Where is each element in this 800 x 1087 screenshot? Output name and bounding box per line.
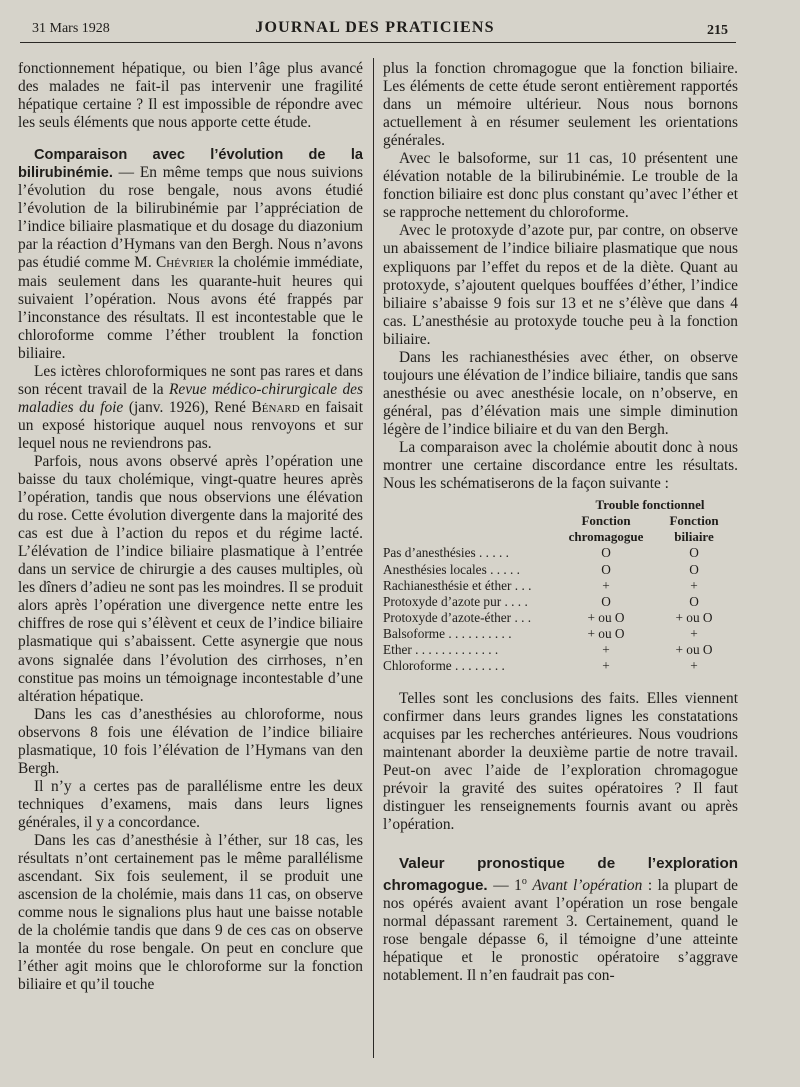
subsection-label: Avant l’opération: [532, 876, 643, 894]
text-run: — 1: [487, 876, 522, 894]
row-label-text: Ether: [383, 641, 412, 657]
cell-chromagogue: O: [601, 545, 611, 561]
leader-dots: . . . . .: [486, 561, 521, 577]
cell-biliaire: O: [689, 545, 699, 561]
cell-biliaire: +: [690, 625, 698, 641]
paragraph: Dans les rachianesthésies avec éther, on observe toujours une élévation de l’indice biliaire, tandis que sans anesthésie ou avec anesthésie locale, on n’observe, en général, pas d’élévation mais une simple diminution légère de l’indice biliaire et du van den Bergh.: [383, 348, 738, 438]
paragraph: Avec le protoxyde d’azote pur, par contre, on observe un abaissement de l’indice biliaire plasmatique que nous expliquons par l’effet du repos et de la diète. Quant au protoxyde, s’ajoutent quelques bouffées d’éther, l’indice biliaire s’abaisse 9 fois sur 13 et ne s’élève que dans 4 cas. L’anesthésie au protoxyde touche peu à la fonction biliaire.: [383, 222, 738, 348]
paragraph: La comparaison avec la cholémie aboutit donc à nous montrer une certaine discordance entre les résultats. Nous les schématiserons de la façon suivante :: [383, 438, 738, 493]
author-name: Chévrier: [155, 254, 214, 272]
row-label: [383, 578, 562, 594]
text-run: Les ictères chloroformiques ne sont pas rares et dans son récent travail de la: [18, 362, 363, 398]
leader-dots: . . .: [511, 609, 532, 625]
row-label-text: Protoxyde d’azote pur: [383, 593, 502, 609]
cell-biliaire: +: [690, 658, 698, 674]
row-label: [383, 610, 562, 626]
cell-biliaire: + ou O: [675, 641, 713, 657]
page-number: 215: [707, 23, 728, 38]
row-label-text: Pas d’anesthésies: [383, 545, 476, 561]
text-run: en faisait un exposé historique auquel nous renvoyons et sur lequel nous ne reviendrons pas.: [18, 398, 363, 452]
cell-chromagogue: +: [602, 641, 610, 657]
author-name: Bénard: [251, 398, 300, 416]
row-label-text: Anesthésies locales: [383, 561, 487, 577]
header-rule: [20, 42, 736, 43]
cell-chromagogue: O: [601, 593, 611, 609]
leader-dots: . . .: [511, 577, 532, 593]
section-title: Comparaison avec l’évolution de la bilirubinémie.: [18, 147, 363, 182]
paragraph: Il n’y a certes pas de parallélisme entre les deux techniques d’examens, mais dans leurs lignes générales, il y a concordance.: [18, 777, 363, 831]
leader-dots: . . . . . . . . . .: [445, 625, 512, 641]
cell-chromagogue: + ou O: [587, 625, 625, 641]
table-group-header-row: [383, 497, 738, 513]
paragraph: Parfois, nous avons observé après l’opération une baisse du taux cholémique, vingt-quatre heures après l’opération, tandis que nous observions une élévation du rose. Cette évolution divergente dans la majorité des cas est due à l’action du repos et du régime lacté. L’élévation de l’indice biliaire plasmatique à l’entrée dans un service de chirurgie a des causes multiples, où les dîners d’adieu ne sont pas les moindres. Il se produit alors après l’opération une divergence nette entre les chiffres de rose qui s’élèvent et ceux de l’indice biliaire plasmatique qui s’abaissent. Cette asynergie que nous avons signalée dans l’évolution des cirrhoses, n’en constitue pas moins un témoignage incontestable d’une altération hépatique.: [18, 452, 363, 705]
cell-biliaire: + ou O: [675, 609, 713, 625]
row-label-text: Chloroforme: [383, 658, 452, 674]
leader-dots: . . . . .: [475, 545, 509, 561]
section-valeur-pronostique: [383, 855, 738, 985]
journal-reference: Revue médico-chirurgicale des maladies du foie: [18, 380, 363, 416]
section-text-cont: la cholémie immédiate, mais seulement dans les quarante-huit heures qui suivaient l’opération. Nous avons été frappés par l’inconstance des résultats. Il est incontestable que le chloroforme comme l’éther troublent la fonction biliaire.: [18, 254, 363, 362]
cell-chromagogue: +: [602, 577, 610, 593]
table-row: [383, 642, 738, 658]
leader-dots: . . . .: [501, 593, 528, 609]
issue-date: 31 Mars 1928: [32, 21, 110, 36]
row-label: [383, 562, 562, 578]
paragraph: Dans les cas d’anesthésies au chloroforme, nous observons 8 fois une élévation de l’indice biliaire plasmatique, 10 fois l’élévation de l’Hymans van den Bergh.: [18, 705, 363, 777]
table-row: [383, 610, 738, 626]
cell-biliaire: +: [690, 577, 698, 593]
cell-chromagogue: O: [601, 561, 611, 577]
column-header-chromagogue: Fonction chromagogue: [568, 513, 644, 545]
column-header-biliaire: Fonction biliaire: [669, 513, 719, 545]
table-group-header: Trouble fonctionnel: [595, 497, 705, 513]
row-label-text: Rachianesthésie et éther: [383, 577, 512, 593]
table-row: [383, 562, 738, 578]
row-label: [383, 545, 562, 561]
table-row: [383, 578, 738, 594]
paragraph: Dans les cas d’anesthésie à l’éther, sur 18 cas, les résultats n’ont certainement pas le même parallélisme ascendant. Six fois seulement, il se produit une ascension de la cholémie, mais dans 11 cas, on observe comme nous le signalions plus haut une baisse notable de la cholémie tandis que dans 9 de ces cas on observe la montée du rose bengale. On peut en conclure que l’éther agit moins que le chloroforme sur la fonction biliaire et qu’il touche: [18, 831, 363, 994]
cell-biliaire: O: [689, 593, 699, 609]
table-body: [383, 545, 738, 674]
row-label: [383, 626, 562, 642]
comparison-table: [383, 497, 738, 674]
text-run: : la plupart de nos opérés avaient avant l’opération un rose bengale normal dépassant rarement 3. Certainement, quand le rose bengale dépasse 6, il témoigne d’une atteinte hépatique et le pronostic opératoire s’aggrave notablement. Il n’en faudrait pas con-: [383, 876, 738, 984]
left-column: [18, 60, 363, 994]
section-comparaison: [18, 146, 363, 363]
cell-chromagogue: +: [602, 658, 610, 674]
row-label: [383, 594, 562, 610]
cell-biliaire: O: [689, 561, 699, 577]
journal-title: JOURNAL DES PRATICIENS: [255, 19, 495, 36]
section-title: Valeur pronostique de l’exploration chromagogue.: [383, 854, 738, 894]
row-label-text: Protoxyde d’azote-éther: [383, 609, 512, 625]
cell-chromagogue: + ou O: [587, 609, 625, 625]
table-row: [383, 658, 738, 674]
section-text: — En même temps que nous suivions l’évolution du rose bengale, nous avons étudié l’évolution de la bilirubinémie par l’appréciation de l’indice biliaire plasmatique et du dosage du diazonium par la réaction d’Hymans van den Bergh. Nous n’avons pas étudié comme M.: [18, 164, 363, 272]
paragraph: fonctionnement hépatique, ou bien l’âge plus avancé des malades ne fait-il pas intervenir une fragilité hépatique certaine ? Il est impossible de répondre avec les seuls éléments que nous apporte cette étude.: [18, 60, 363, 132]
running-header: [22, 16, 728, 38]
row-label: [383, 658, 562, 674]
paragraph: Telles sont les conclusions des faits. Elles viennent confirmer dans leurs grandes lignes les constatations acquises par les recherches antérieures. Nous voudrions maintenant aborder la deuxième partie de notre travail. Peut-on avec l’aide de l’exploration chromagogue prévoir la gravité des suites opératoires ? Il faut distinguer les renseignements fournis avant ou après l’opération.: [383, 690, 738, 834]
row-label: [383, 642, 562, 658]
table-row: [383, 594, 738, 610]
table-row: [383, 545, 738, 561]
leader-dots: . . . . . . . . . . . . .: [411, 641, 499, 657]
ordinal-mark: o: [521, 875, 527, 887]
paragraph: [18, 363, 363, 453]
row-label-text: Balsoforme: [383, 625, 446, 641]
leader-dots: . . . . . . . .: [451, 658, 505, 674]
text-run: (janv. 1926), René: [123, 398, 252, 416]
table-row: [383, 626, 738, 642]
paragraph: plus la fonction chromagogue que la fonction biliaire. Les éléments de cette étude seront entièrement rapportés dans un mémoire ultérieur. Nous nous bornons actuellement à en résumer seulement les orientations générales.: [383, 60, 738, 150]
column-divider: [373, 58, 374, 1058]
paragraph: Avec le balsoforme, sur 11 cas, 10 présentent une élévation notable de la bilirubinémie. Le trouble de la fonction biliaire est donc plus constant qu’avec l’éther et se rapproche nettement du chloroforme.: [383, 150, 738, 222]
right-column: [383, 60, 738, 985]
table-header-row: [383, 513, 738, 545]
